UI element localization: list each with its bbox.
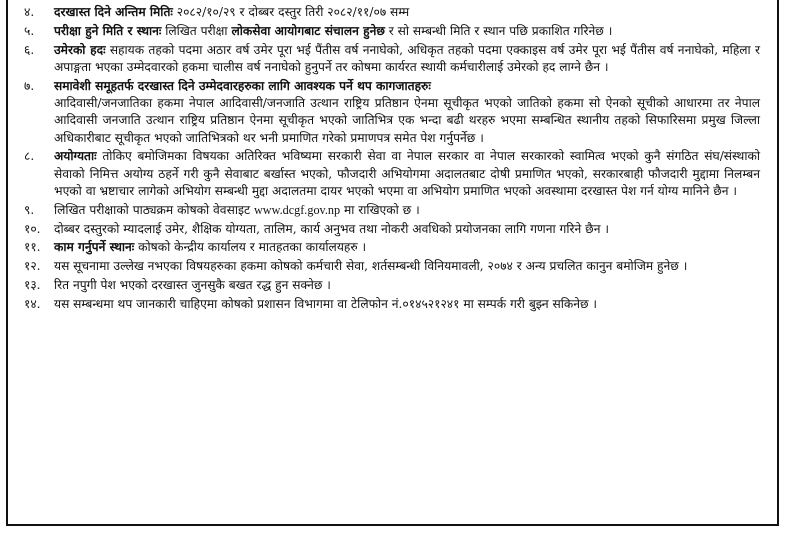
item-number: १३.: [24, 277, 41, 292]
item-label: काम गर्नुपर्ने स्थानः: [54, 240, 135, 255]
list-item-7: [24, 78, 760, 147]
list-item-8: [24, 148, 760, 200]
list-item-10: [24, 221, 760, 238]
item-number: ९.: [24, 202, 35, 217]
item-body: तोकिए बमोजिमका विषयका अतिरिक्त भविष्यमा सरकारी सेवा वा नेपाल सरकार वा नेपाल सरकारको स्वामित्व भएको कुनै संगठित संघ/संस्थाको सेवाको निमित्त अयोग्य ठहर्ने गरी कुनै सेवाबाट बर्खास्त भएको, फौजदारी अभियोगमा अदालतबाट दोषी प्रमाणित भएको, सरकारबाही फौजदारी मुद्दामा निलम्बन भएको वा भ्रष्टाचार लागेको अभियोग सम्बन्धी मुद्दा अदालतमा दायर भएको भएमा वा अभियोग प्रमाणित भएको अवस्थामा दरखास्त पेश गर्न योग्य मानिने छैन ।: [54, 149, 760, 198]
list-item-14: [24, 296, 760, 313]
item-paragraph: आदिवासी/जनजातिका हकमा नेपाल आदिवासी/जनजाति उत्थान राष्ट्रिय प्रतिष्ठान ऐनमा सूचीकृत भएको जातिको हकमा सो ऐनको सूचीको आधारमा तर नेपाल आदिवासी जनजाति उत्थान राष्ट्रिय प्रतिष्ठान ऐनमा सूचीकृत भएको जातिभित्र एक भन्दा बढी थरहरु भएमा सम्बन्धित स्थानीय तहको सिफारिसमा प्रमुख जिल्ला अधिकारीबाट सूचीकृत भएको जातिभित्रको थर भनी प्रमाणित गरेको प्रमाणपत्र समेत पेश गर्नुपर्नेछ ।: [54, 95, 760, 145]
item-number: ६.: [24, 42, 35, 57]
item-highlight: लोकसेवा आयोगबाट संचालन हुनेछ: [231, 23, 385, 38]
item-body: कोषको केन्द्रीय कार्यालय र मातहतका कार्यालयहरु ।: [134, 240, 367, 255]
item-label: समावेशी समूहतर्फ दरखास्त दिने उम्मेदवारहरुका लागि आवश्यक पर्ने थप कागजातहरुः: [54, 78, 431, 93]
item-text: [54, 202, 760, 219]
item-label: परीक्षा हुने मिति र स्थानः: [54, 23, 162, 38]
item-text: [54, 23, 760, 40]
item-text: [54, 239, 760, 256]
list-item-9: [24, 202, 760, 219]
item-text: [54, 148, 760, 200]
item-text: [54, 78, 760, 147]
item-text: [54, 42, 760, 77]
item-text: दोब्बर दस्तुरको म्यादलाई उमेर, शैक्षिक योग्यता, तालिम, कार्य अनुभव तथा नोकरी अवधिको प्रयोजनका लागि गणना गरिने छैन ।: [54, 221, 609, 236]
item-text: [54, 4, 760, 21]
item-label: उमेरको हदः: [54, 42, 106, 57]
list-item-13: [24, 277, 760, 294]
item-label: अयोग्यताः: [54, 149, 97, 164]
item-number: १२.: [24, 259, 41, 274]
item-number: ७.: [24, 78, 35, 93]
list-item-5: [24, 23, 760, 40]
item-number: ५.: [24, 23, 35, 38]
item-number: १४.: [24, 296, 41, 311]
list-item-11: [24, 239, 760, 256]
item-body: लिखित परीक्षा: [161, 23, 232, 38]
item-text: यस सूचनामा उल्लेख नभएका विषयहरुका हकमा कोषको कर्मचारी सेवा, शर्तसम्बन्धी विनियमावली, २०७४ र अन्य प्रचलित कानुन बमोजिम हुनेछ ।: [54, 259, 688, 274]
item-number: १०.: [24, 221, 41, 236]
item-body: लिखित परीक्षाको पाठ्यक्रम कोषको वेवसाइट: [54, 202, 254, 217]
item-number: ११.: [24, 240, 41, 255]
item-text: रित नपुगी पेश भएको दरखास्त जुनसुकै बखत रद्ध हुन सक्नेछ ।: [54, 277, 331, 292]
item-body-end: मा राखिएको छ ।: [340, 202, 420, 217]
website-link[interactable]: www.dcgf.gov.np: [253, 202, 341, 217]
list-item-4: [24, 4, 760, 21]
list-item-6: [24, 42, 760, 77]
notice-list: [24, 4, 760, 313]
item-label: दरखास्त दिने अन्तिम मितिः: [54, 5, 173, 19]
item-body-end: र सो सम्बन्धी मिति र स्थान पछि प्रकाशित गरिनेछ ।: [384, 23, 613, 38]
item-number: ८.: [24, 149, 35, 164]
item-body: सहायक तहको पदमा अठार वर्ष उमेर पूरा भई पैंतीस वर्ष ननाघेको, अधिकृत तहको पदमा एक्काइस वर्ष उमेर पूरा भई पैंतीस वर्ष ननाघेको, महिला र अपाङ्गता भएका उम्मेदवारको हकमा चालीस वर्ष ननाघेको हुनुपर्ने तर कोषमा कार्यरत स्थायी कर्मचारीलाई उमेरको हद लाग्ने छैन ।: [54, 42, 760, 74]
item-body: २०८२/१०/२९ र दोब्बर दस्तुर तिरी २०८२/११/०७ सम्म: [172, 5, 410, 19]
item-text: यस सम्बन्धमा थप जानकारी चाहिएमा कोषको प्रशासन विभागमा वा टेलिफोन नं.०१४५२१२४१ मा सम्पर्क गरी बुझ्न सकिनेछ ।: [54, 296, 598, 311]
item-number: ४.: [24, 5, 35, 19]
list-item-12: [24, 258, 760, 275]
